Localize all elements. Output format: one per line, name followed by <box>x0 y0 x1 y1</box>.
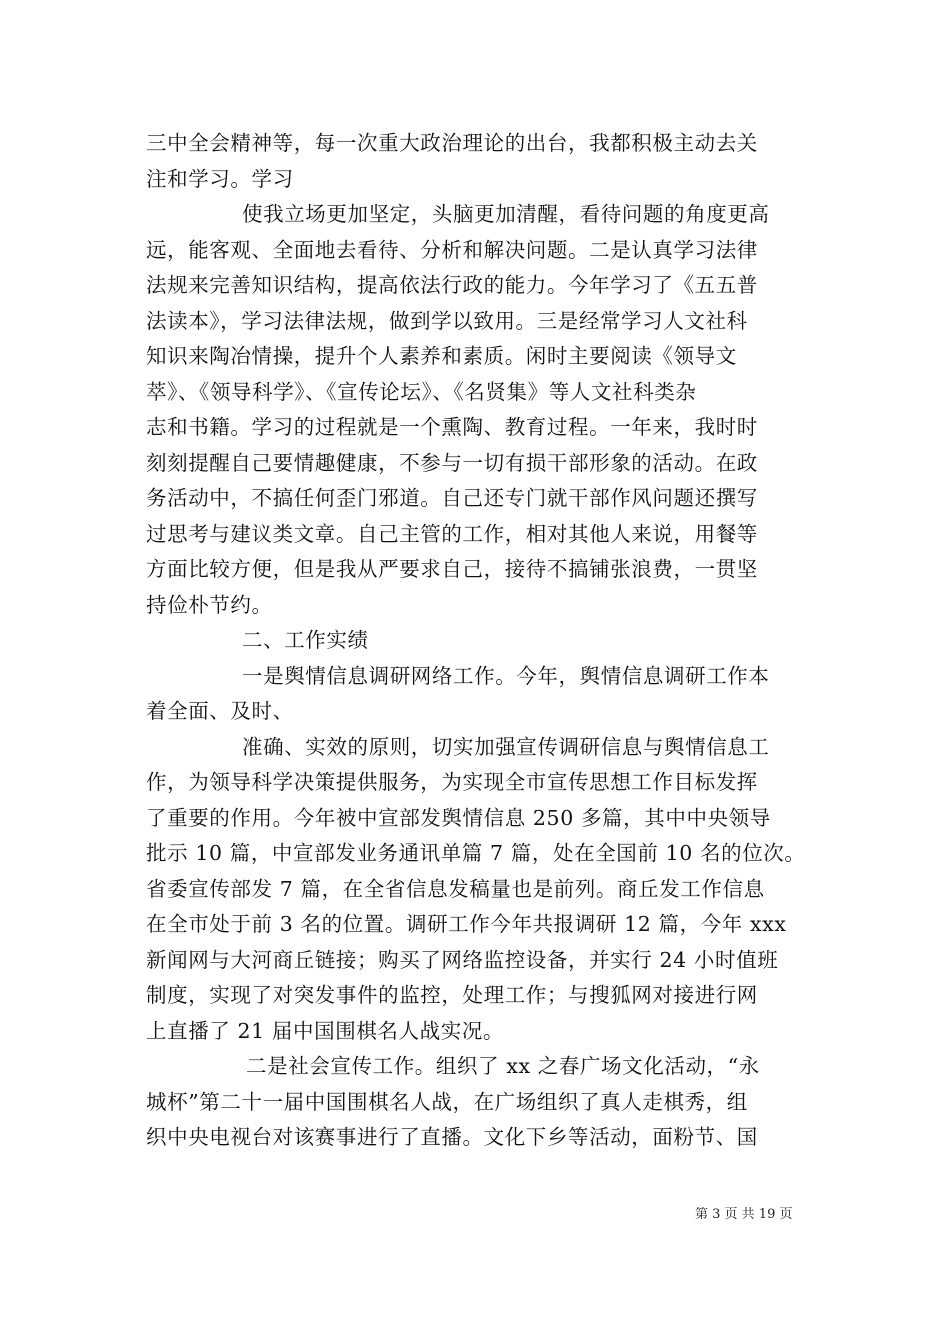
text-line: 在全市处于前 3 名的位置。调研工作今年共报调研 12 篇，今年 xxx <box>146 912 787 936</box>
text-line: 注和学习。学习 <box>146 166 294 191</box>
text-line: 知识来陶冶情操，提升个人素养和素质。闲时主要阅读《领导文 <box>146 344 737 368</box>
text-line: 过思考与建议类文章。自己主管的工作，相对其他人来说，用餐等 <box>146 521 758 546</box>
text-line: 作，为领导科学决策提供服务，为实现全市宣传思想工作目标发挥 <box>146 770 758 794</box>
text-line: 制度，实现了对突发事件的监控，处理工作；与搜狐网对接进行网 <box>146 983 758 1007</box>
text-line: 使我立场更加坚定，头脑更加清醒，看待问题的角度更高 <box>242 202 770 226</box>
text-line: 二是社会宣传工作。组织了 xx 之春广场文化活动，“永 <box>246 1054 760 1078</box>
text-line: 新闻网与大河商丘链接；购买了网络监控设备，并实行 24 小时值班 <box>146 947 779 972</box>
text-line: 织中央电视台对该赛事进行了直播。文化下乡等活动，面粉节、国 <box>146 1125 758 1149</box>
text-line: 批示 10 篇，中宣部发业务通讯单篇 7 篇，处在全国前 10 名的位次。 <box>146 841 806 865</box>
text-line: 持俭朴节约。 <box>146 592 273 617</box>
text-line: 方面比较方便，但是我从严要求自己，接待不搞铺张浪费，一贯坚 <box>146 557 758 581</box>
text-line: 萃》、《领导科学》、《宣传论坛》、《名贤集》等人文社科类杂 <box>146 379 697 404</box>
text-line: 了重要的作用。今年被中宣部发舆情信息 250 多篇，其中中央领导 <box>146 805 771 830</box>
text-line: 省委宣传部发 7 篇，在全省信息发稿量也是前列。商丘发工作信息 <box>146 876 765 901</box>
text-line: 务活动中，不搞任何歪门邪道。自己还专门就干部作风问题还撰写 <box>146 486 758 510</box>
section-heading: 二、工作实绩 <box>242 628 369 652</box>
text-line: 三中全会精神等，每一次重大政治理论的出台，我都积极主动去关 <box>146 131 758 155</box>
text-line: 法读本》，学习法律法规，做到学以致用。三是经常学习人文社科 <box>146 308 748 333</box>
text-line: 着全面、及时、 <box>146 699 294 723</box>
text-line: 上直播了 21 届中国围棋名人战实况。 <box>146 1018 505 1043</box>
body-text <box>146 126 818 1156</box>
text-line: 刻刻提醒自己要情趣健康，不参与一切有损干部形象的活动。在政 <box>146 450 758 475</box>
text-line: 远，能客观、全面地去看待、分析和解决问题。二是认真学习法律 <box>146 237 758 262</box>
text-line: 准确、实效的原则，切实加强宣传调研信息与舆情信息工 <box>242 734 770 759</box>
text-line: 一是舆情信息调研网络工作。今年，舆情信息调研工作本 <box>242 663 770 688</box>
text-line: 志和书籍。学习的过程就是一个熏陶、教育过程。一年来，我时时 <box>146 415 758 439</box>
text-line: 城杯”第二十一届中国围棋名人战，在广场组织了真人走棋秀，组 <box>146 1089 748 1114</box>
text-line: 法规来完善知识结构，提高依法行政的能力。今年学习了《五五普 <box>146 273 758 297</box>
page-number-footer: 第 3 页 共 19 页 <box>695 1207 793 1222</box>
